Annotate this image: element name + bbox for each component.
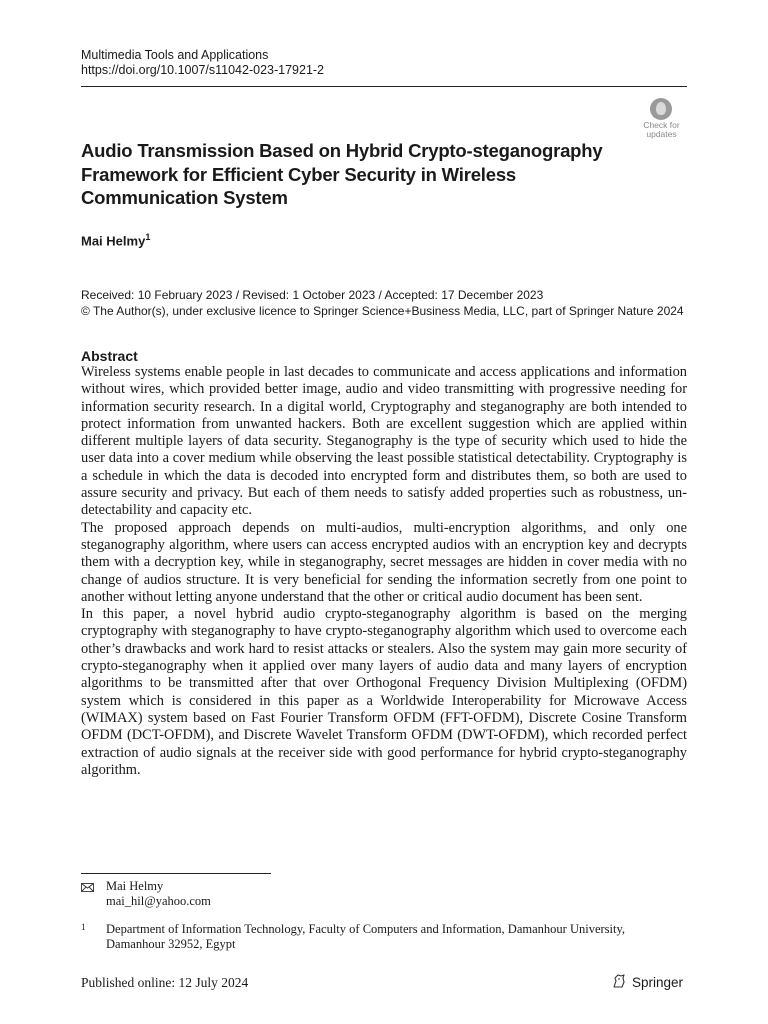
badge-line1: Check for <box>643 120 680 130</box>
journal-header <box>81 48 324 78</box>
publisher-logo[interactable] <box>611 973 683 992</box>
affiliation <box>81 922 687 951</box>
corresponding-author <box>81 879 211 908</box>
publisher-name: Springer <box>632 975 684 990</box>
abstract-paragraph: In this paper, a novel hybrid audio crypto-steganography algorithm is based on the merging cryptography with steganography to have crypto-steganography algorithm which used to overcome each other’s drawbacks and work hard to resist attacks or stealers. Also the system may gain more security of crypto-steganography when it applied over many layers of audio data and many layers of encryption algorithms to be transmitted after that over Orthogonal Frequency Division Multiplexing (OFDM) system which is considered in this paper as a Worldwide Interoperability for Microwave Access (WIMAX) system based on Fast Fourier Transform OFDM (FFT-OFDM), Discrete Cosine Transform OFDM (DCT-OFDM), and Discrete Wavelet Transform OFDM (DWT-OFDM), which recorded perfect extraction of audio signals at the receiver side with good performance for hybrid crypto-steganography algorithm. <box>81 606 687 778</box>
abstract-body <box>81 364 687 779</box>
author-line <box>81 232 150 248</box>
envelope-icon <box>81 881 94 896</box>
abstract-heading: Abstract <box>81 348 138 364</box>
paper-title: Audio Transmission Based on Hybrid Crypto-steganography Framework for Efficient Cyber Security in Wireless Communication System <box>81 140 603 208</box>
header-rule <box>81 86 687 87</box>
author-name[interactable]: Mai Helmy <box>81 233 146 249</box>
author-affil-mark: 1 <box>145 232 151 242</box>
corr-name: Mai Helmy <box>106 879 164 893</box>
abstract-paragraph: The proposed approach depends on multi-audios, multi-encryption algorithms, and only one steganography algorithm, where users can access encrypted audios with an encryption key and decrypts them with a decryption key, while in steganography, secret messages are hidden in cover media with no change of audios structure. It is very beneficial for sending the information secretly from one point to another without letting anyone understand that the other or critical audio document has been sent. <box>81 519 687 605</box>
check-for-updates-badge[interactable] <box>636 97 687 142</box>
badge-line2: updates <box>646 129 677 139</box>
history-dates: Received: 10 February 2023 / Revised: 1 October 2023 / Accepted: 17 December 2023 <box>81 288 544 302</box>
springer-horse-icon <box>611 973 627 992</box>
copyright-line: © The Author(s), under exclusive licence to Springer Science+Business Media, LLC, part of Springer Nature 2024 <box>81 303 684 318</box>
affil-mark: 1 <box>81 922 86 932</box>
corr-email[interactable]: mai_hil@yahoo.com <box>106 893 211 908</box>
check-updates-icon <box>650 98 672 120</box>
journal-name: Multimedia Tools and Applications <box>81 48 269 62</box>
abstract-paragraph: Wireless systems enable people in last decades to communicate and access applications and information without wires, which provided better image, audio and video transmitting with progressive needing for information security research. In a digital world, Cryptography and steganography are both intended to protect information from unwanted hackers. Both are excellent suggestion which are applied within different multiple layers of data security. Steganography is the type of security which used to hide the user data into a cover medium while observing the least possible statistical detectability. Cryptography is a schedule in which the data is decoded into encrypted form and distributes them, so both are used to assure security and privacy. But each of them needs to satisfy added properties such as robustness, un-detectability and capacity etc. <box>81 364 687 519</box>
affil-text: Department of Information Technology, Faculty of Computers and Information, Damanhour University, Damanhour 32952, Egypt <box>106 922 626 951</box>
published-date: Published online: 12 July 2024 <box>81 975 249 990</box>
doi-link[interactable]: https://doi.org/10.1007/s11042-023-17921-2 <box>81 63 325 77</box>
article-history <box>81 288 684 319</box>
footnote-rule <box>81 873 271 874</box>
